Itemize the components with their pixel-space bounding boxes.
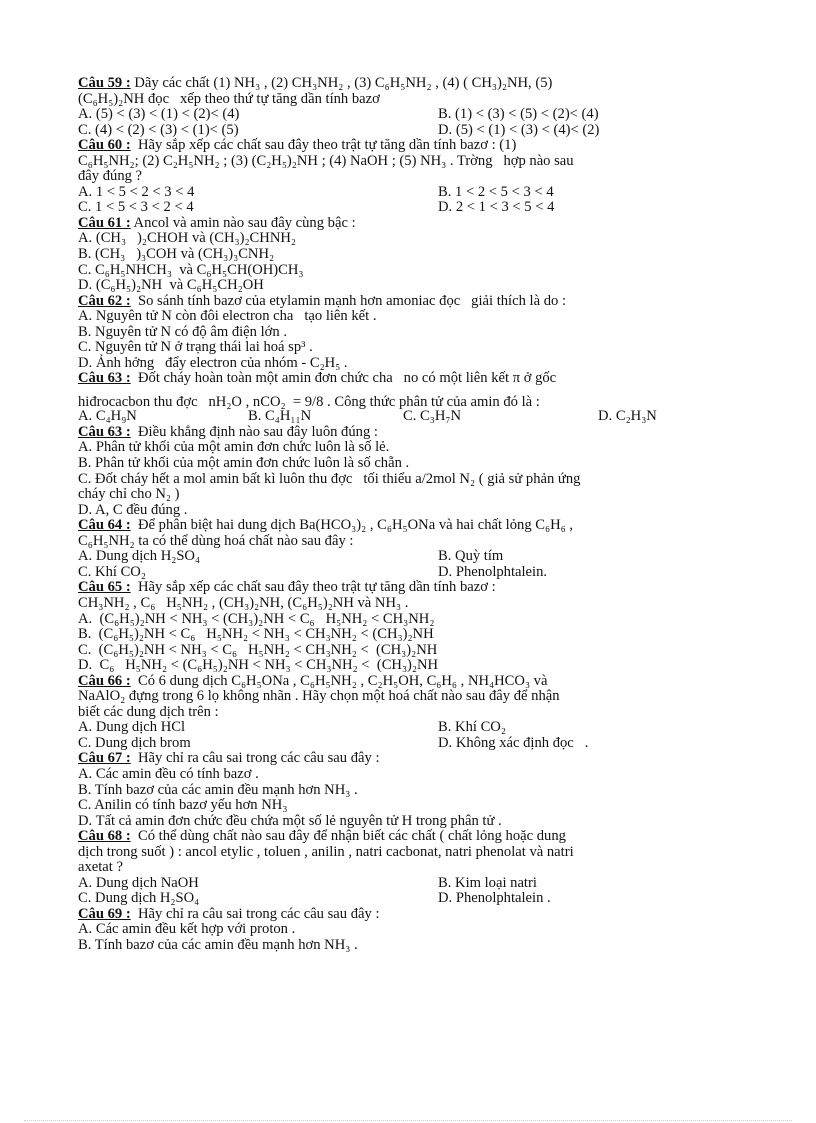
question-label: Câu 61 : bbox=[78, 214, 131, 231]
question-text: axetat ? bbox=[78, 859, 123, 876]
question-text: C₆H₅NH₂ ta có thể dùng hoá chất nào sau đây : bbox=[78, 532, 354, 549]
question-text: hiđrocacbon thu đợc nH₂O , nCO₂ = 9/8 . Công thức phân tử của amin đó là : bbox=[78, 394, 540, 411]
answer-option: B. (C₆H₅)₂NH < C₆ H₅NH₂ < NH₃ < CH₃NH₂ < (CH₃)₂NH bbox=[78, 626, 434, 643]
question-text-line bbox=[78, 689, 738, 705]
question-text: đây đúng ? bbox=[78, 168, 143, 185]
answer-option: C. (C₆H₅)₂NH < NH₃ < C₆ H₅NH₂ < CH₃NH₂ < (CH₃)₂NH bbox=[78, 641, 438, 658]
question-text-line bbox=[78, 845, 738, 861]
answer-option: B. (1) < (3) < (5) < (2)< (4) bbox=[438, 106, 599, 123]
answer-option-row bbox=[78, 185, 738, 201]
answer-option-row bbox=[78, 200, 738, 216]
answer-option: B. 1 < 2 < 5 < 3 < 4 bbox=[438, 183, 554, 200]
question-text-line bbox=[78, 534, 738, 550]
question-q69 bbox=[78, 907, 738, 954]
question-text: Dãy các chất (1) NH₃ , (2) CH₃NH₂ , (3) C₆H₅NH₂ , (4) ( CH₃)₂NH, (5) bbox=[130, 75, 553, 91]
question-text-line bbox=[78, 518, 738, 534]
question-text: Ancol và amin nào sau đây cùng bậc : bbox=[130, 214, 356, 231]
answer-option: D. Tất cả amin đơn chức đều chứa một số lẻ nguyên tử H trong phân tử . bbox=[78, 812, 502, 829]
answer-option: D. (C₆H₅)₂NH và C₆H₅CH₂OH bbox=[78, 277, 264, 294]
question-text-line bbox=[78, 169, 738, 185]
answer-option: B. Tính bazơ của các amin đều mạnh hơn NH₃ . bbox=[78, 781, 358, 798]
question-text-line bbox=[78, 860, 738, 876]
question-text: Hãy sắp xếp các chất sau đây theo trật tự tăng dần tính bazơ : (1) bbox=[130, 137, 517, 154]
answer-option: B. Phân tử khối của một amin đơn chức luôn là số chẵn . bbox=[78, 455, 410, 472]
question-text: Hãy chỉ ra câu sai trong các câu sau đây : bbox=[130, 905, 380, 922]
question-text-line bbox=[78, 371, 738, 389]
answer-option: C. Anilin có tính bazơ yếu hơn NH₃ bbox=[78, 797, 288, 814]
answer-option: A. Các amin đều kết hợp với proton . bbox=[78, 921, 296, 938]
question-label: Câu 65 : bbox=[78, 579, 131, 596]
answer-option: A. Dung dịch H₂SO₄ bbox=[78, 548, 201, 565]
question-text-line bbox=[78, 92, 738, 108]
answer-option: D. Phenolphtalein. bbox=[438, 563, 548, 580]
answer-option: C. Nguyên tử N ở trạng thái lai hoá sp³ . bbox=[78, 339, 313, 356]
question-text: biết các dung dịch trên : bbox=[78, 703, 219, 720]
answer-option-row bbox=[78, 565, 738, 581]
question-text: C₆H₅NH₂; (2) C₂H₅NH₂ ; (3) (C₂H₅)₂NH ; (4) NaOH ; (5) NH₃ . Trờng hợp nào sau bbox=[78, 152, 574, 169]
question-text-line bbox=[78, 389, 738, 409]
answer-option: C. Khí CO₂ bbox=[78, 563, 146, 580]
answer-option: A. Các amin đều có tính bazơ . bbox=[78, 765, 259, 782]
answer-option: B. Nguyên tử N có độ âm điện lớn . bbox=[78, 323, 287, 340]
question-label: Câu 64 : bbox=[78, 517, 131, 534]
question-text: Hãy chỉ ra câu sai trong các câu sau đây : bbox=[130, 750, 380, 767]
answer-option: B. Tính bazơ của các amin đều mạnh hơn NH₃ . bbox=[78, 936, 358, 953]
answer-option: B. Quỳ tím bbox=[438, 548, 504, 565]
question-text-line bbox=[78, 907, 738, 923]
question-q63a bbox=[78, 371, 738, 425]
answer-option: D. (5) < (1) < (3) < (4)< (2) bbox=[438, 121, 600, 138]
question-text-line bbox=[78, 294, 738, 310]
answer-option-row bbox=[78, 123, 738, 139]
question-text-line bbox=[78, 580, 738, 596]
answer-option: B. (CH₃ )₃COH và (CH₃)₃CNH₂ bbox=[78, 246, 275, 263]
question-text: Hãy sắp xếp các chất sau đây theo trật tự tăng dần tính bazơ : bbox=[130, 579, 496, 596]
answer-option: A. (C₆H₅)₂NH < NH₃ < (CH₃)₂NH < C₆ H₅NH₂ < CH₃NH₂ bbox=[78, 610, 435, 627]
answer-option-row bbox=[78, 720, 738, 736]
question-q68 bbox=[78, 829, 738, 907]
answer-option: B. Khí CO₂ bbox=[438, 719, 506, 736]
answer-option: A. 1 < 5 < 2 < 3 < 4 bbox=[78, 183, 195, 200]
question-text: CH₃NH₂ , C₆ H₅NH₂ , (CH₃)₂NH, (C₆H₅)₂NH và NH₃ . bbox=[78, 594, 409, 611]
question-q66 bbox=[78, 674, 738, 752]
answer-option-row bbox=[78, 876, 738, 892]
answer-option-row bbox=[78, 549, 738, 565]
answer-option: D. C₆ H₅NH₂ < (C₆H₅)₂NH < NH₃ < CH₃NH₂ < (CH₃)₂NH bbox=[78, 657, 439, 674]
question-label: Câu 69 : bbox=[78, 905, 131, 922]
question-text-line bbox=[78, 674, 738, 690]
question-text: Điều khẳng định nào sau đây luôn đúng : bbox=[130, 423, 378, 440]
question-text: So sánh tính bazơ của etylamin mạnh hơn amoniac đọc giải thích là do : bbox=[130, 292, 567, 309]
question-label: Câu 59 : bbox=[78, 75, 131, 91]
answer-option-row bbox=[78, 409, 738, 425]
question-label: Câu 67 : bbox=[78, 750, 131, 767]
answer-option: A. Dung dịch HCl bbox=[78, 719, 186, 736]
question-text: Đốt cháy hoàn toàn một amin đơn chức cha no có một liên kết π ở gốc bbox=[130, 370, 557, 387]
question-text: dịch trong suốt ) : ancol etylic , toluen , anilin , natri cacbonat, natri phenolat và natri bbox=[78, 843, 574, 860]
question-label: Câu 62 : bbox=[78, 292, 131, 309]
question-text: NaAlO₂ đựng trong 6 lọ không nhãn . Hãy chọn một hoá chất nào sau đây để nhận bbox=[78, 688, 560, 705]
question-text-line bbox=[78, 154, 738, 170]
answer-option-row bbox=[78, 736, 738, 752]
question-text-line bbox=[78, 216, 738, 232]
question-q63b bbox=[78, 425, 738, 518]
question-text-line bbox=[78, 751, 738, 767]
answer-option: A. Phân tử khối của một amin đơn chức luôn là số lẻ. bbox=[78, 439, 390, 456]
answer-option: C. Dung dịch brom bbox=[78, 734, 191, 751]
answer-option: D. 2 < 1 < 3 < 5 < 4 bbox=[438, 199, 555, 216]
answer-option-row bbox=[78, 891, 738, 907]
question-q65 bbox=[78, 580, 738, 673]
question-text-line bbox=[78, 829, 738, 845]
answer-option: A. (5) < (3) < (1) < (2)< (4) bbox=[78, 106, 240, 123]
question-text: (C₆H₅)₂NH đọc xếp theo thứ tự tăng dần tính bazơ bbox=[78, 90, 380, 107]
question-q61 bbox=[78, 216, 738, 294]
answer-option: cháy chỉ cho N₂ ) bbox=[78, 486, 180, 503]
answer-option: D. A, C đều đúng . bbox=[78, 501, 188, 518]
question-label: Câu 60 : bbox=[78, 137, 131, 154]
question-q64 bbox=[78, 518, 738, 580]
answer-option: D. Phenolphtalein . bbox=[438, 890, 551, 907]
answer-option: B. Kim loại natri bbox=[438, 874, 537, 891]
answer-option: B. C₄H₁₁N bbox=[248, 408, 312, 425]
question-text-line bbox=[78, 705, 738, 721]
question-label: Câu 63 : bbox=[78, 423, 131, 440]
answer-option-row bbox=[78, 107, 738, 123]
answer-option: C. C₃H₇N bbox=[403, 408, 462, 425]
answer-option: C. (4) < (2) < (3) < (1)< (5) bbox=[78, 121, 239, 138]
question-text-line bbox=[78, 425, 738, 441]
answer-option: C. 1 < 5 < 3 < 2 < 4 bbox=[78, 199, 194, 216]
answer-option: D. C₂H₃N bbox=[598, 408, 657, 425]
question-label: Câu 63 : bbox=[78, 370, 131, 387]
answer-option: C. Đốt cháy hết a mol amin bất kì luôn thu đợc tối thiểu a/2mol N₂ ( giả sử phản ứng bbox=[78, 470, 581, 487]
footer-dotted-rule bbox=[24, 1120, 792, 1121]
question-text-line bbox=[78, 76, 738, 92]
question-text: Có 6 dung dịch C₆H₅ONa , C₆H₅NH₂ , C₂H₅OH, C₆H₆ , NH₄HCO₃ và bbox=[130, 672, 548, 689]
question-q60 bbox=[78, 138, 738, 216]
question-q67 bbox=[78, 751, 738, 829]
question-text-line bbox=[78, 138, 738, 154]
question-label: Câu 68 : bbox=[78, 828, 131, 845]
answer-option: A. Nguyên tử N còn đôi electron cha tạo liên kết . bbox=[78, 308, 377, 325]
answer-option: C. C₆H₅NHCH₃ và C₆H₅CH(OH)CH₃ bbox=[78, 261, 304, 278]
worksheet-page bbox=[78, 76, 738, 954]
answer-option: A. (CH₃ )₂CHOH và (CH₃)₂CHNH₂ bbox=[78, 230, 296, 247]
question-label: Câu 66 : bbox=[78, 672, 131, 689]
question-text: Để phân biệt hai dung dịch Ba(HCO₃)₂ , C₆H₅ONa và hai chất lỏng C₆H₆ , bbox=[130, 517, 574, 534]
question-text: Có thể dùng chất nào sau đây để nhận biết các chất ( chất lỏng hoặc dung bbox=[130, 828, 566, 845]
question-q62 bbox=[78, 294, 738, 372]
question-text-line bbox=[78, 596, 738, 612]
question-q59 bbox=[78, 76, 738, 138]
answer-option: D. Không xác định đọc . bbox=[438, 734, 589, 751]
answer-option: D. Ảnh hởng đẩy electron của nhóm - C₂H₅ . bbox=[78, 354, 348, 371]
answer-option: A. Dung dịch NaOH bbox=[78, 874, 199, 891]
answer-option: A. C₄H₉N bbox=[78, 408, 137, 425]
answer-option: C. Dung dịch H₂SO₄ bbox=[78, 890, 200, 907]
